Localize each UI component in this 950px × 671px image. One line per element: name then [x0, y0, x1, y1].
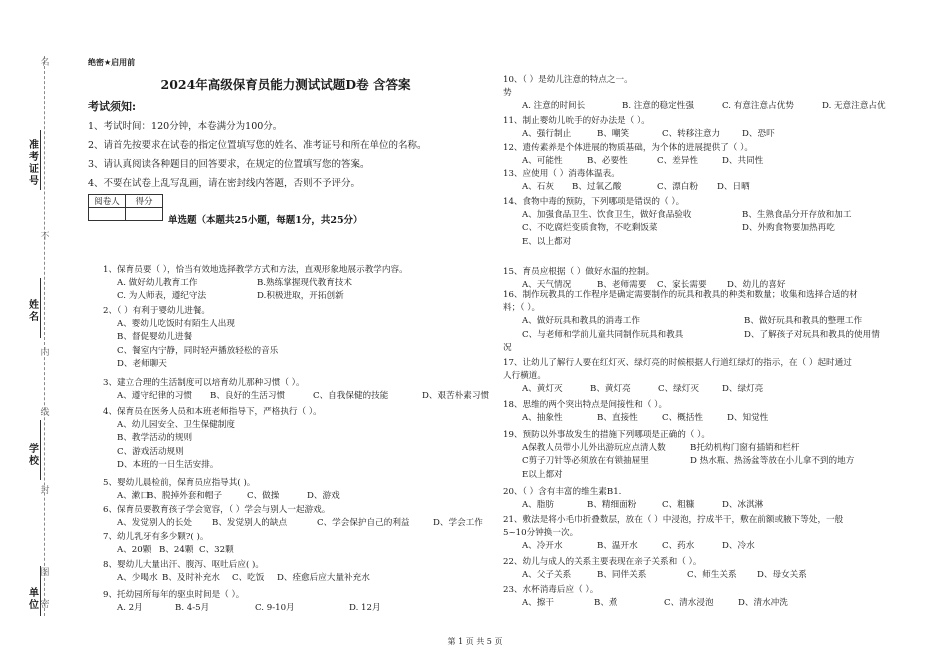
question-stem: 2、（ ）有利于婴幼儿进餐。: [103, 306, 211, 316]
seal-mark: 内: [40, 348, 50, 358]
seal-mark: 封: [40, 486, 50, 496]
answer-option[interactable]: A、20颗: [117, 545, 152, 556]
answer-option[interactable]: C、餐室内宁静，同时轻声播放轻松的音乐: [117, 345, 279, 356]
answer-option[interactable]: C. 为人师表，遵纪守法: [117, 291, 207, 302]
answer-option[interactable]: B、生熟食品分开存放和加工: [742, 210, 852, 221]
name-field[interactable]: [40, 278, 41, 338]
seal-mark: 名: [40, 58, 50, 68]
question-stem: 13、应使用（ ）消毒体温表。: [503, 169, 620, 179]
question-stem: 17、让幼儿了解行人要在红灯灭、绿灯亮的时候根据人行道红绿灯的指示，在（ ）起时通过: [503, 358, 852, 368]
answer-option[interactable]: A. 做好幼儿教育工作: [117, 278, 198, 289]
answer-option[interactable]: D、学会工作: [433, 518, 483, 529]
answer-option[interactable]: B、做好玩具和教具的整理工作: [744, 316, 863, 327]
grader-header: 阅卷人: [89, 195, 126, 208]
answer-option[interactable]: A、幼儿园安全、卫生保健制度: [117, 420, 235, 431]
answer-option[interactable]: C、吃饭: [232, 573, 265, 584]
answer-option[interactable]: A、漱口: [117, 491, 149, 502]
answer-option[interactable]: A、强行制止: [522, 129, 572, 140]
question-stem-cont: 人行横道。: [503, 371, 546, 382]
answer-option[interactable]: C、做操: [247, 491, 280, 502]
secret-mark: 绝密★启用前: [88, 58, 136, 67]
answer-option[interactable]: C. 9-10月: [255, 603, 295, 614]
question-stem: 3、建立合理的生活制度可以培育幼儿那种习惯（ ）。: [103, 378, 305, 388]
seal-mark: 图: [40, 568, 50, 578]
question-stem: 10、（ ）是幼儿注意的特点之一。: [503, 75, 633, 85]
answer-option[interactable]: D、艰苦朴素习惯: [422, 391, 490, 402]
answer-option[interactable]: B. 4-5月: [175, 603, 210, 614]
answer-option[interactable]: D. 无意注意占优: [822, 101, 886, 112]
question-stem-cont: 势: [503, 88, 512, 99]
answer-option[interactable]: C、概括性: [662, 413, 703, 424]
question-stem: 11、制止婴幼儿吮手的好办法是（ ）。: [503, 116, 650, 126]
question-stem: 19、预防以外事故发生的措施下列哪项是正确的（ ）。: [503, 430, 711, 440]
answer-option[interactable]: B、24颗: [159, 545, 194, 556]
answer-option[interactable]: D、冷水: [722, 541, 755, 552]
answer-option[interactable]: C、32颗: [199, 545, 234, 556]
answer-option[interactable]: B、及时补充水: [162, 573, 220, 584]
question-stem: 20、（ ）含有丰富的维生素B1.: [503, 487, 622, 497]
school-field[interactable]: [40, 420, 41, 480]
answer-option[interactable]: A、少喝水: [117, 573, 158, 584]
answer-option[interactable]: A、可能性: [522, 156, 563, 167]
answer-option[interactable]: D、冰淇淋: [722, 500, 764, 511]
notice-heading: 考试须知:: [88, 100, 137, 113]
answer-option[interactable]: D、清水冲洗: [738, 598, 788, 609]
answer-option[interactable]: E、以上都对: [522, 236, 572, 247]
notice-item: 1、考试时间：120分钟，本卷满分为100分。: [88, 121, 283, 132]
answer-option[interactable]: B、嘲笑: [597, 129, 630, 140]
answer-option[interactable]: D.积极进取，开拓创新: [257, 291, 344, 302]
question-stem-cont: 料；（ ）。: [503, 303, 541, 314]
section-heading: 单选题（本题共25小题，每题1分，共25分）: [168, 215, 363, 226]
answer-option[interactable]: C、家长需要: [657, 280, 707, 291]
answer-option[interactable]: C、差异性: [657, 156, 698, 167]
answer-option[interactable]: C、清水浸泡: [664, 598, 714, 609]
answer-option[interactable]: C、漂白粉: [657, 182, 698, 193]
answer-option[interactable]: A、抽象性: [522, 413, 563, 424]
answer-option[interactable]: D、老师聊天: [117, 358, 167, 369]
answer-option[interactable]: C、粗糠: [662, 500, 695, 511]
answer-option[interactable]: D 热水瓶、热汤盆等放在小儿拿不到的地方: [690, 456, 855, 467]
answer-option[interactable]: B、同伴关系: [597, 570, 647, 581]
page-footer: 第 1 页 共 5 页: [447, 637, 503, 646]
answer-option[interactable]: D、日晒: [717, 182, 750, 193]
question-stem: 23、水杯消毒后应（ ）。: [503, 585, 599, 595]
answer-option[interactable]: A、天气情况: [522, 280, 572, 291]
answer-option[interactable]: D、游戏: [307, 491, 340, 502]
grader-cell[interactable]: [89, 208, 126, 221]
answer-option[interactable]: B、直接性: [597, 413, 638, 424]
notice-item: 4、不要在试卷上乱写乱画，请在密封线内答题，否则不予评分。: [88, 178, 361, 189]
school-label: 学 校: [29, 444, 39, 467]
answer-option[interactable]: C、与老师和学前儿童共同制作玩具和教具: [522, 329, 684, 340]
answer-option[interactable]: A保教人员带小儿外出游玩应点清人数: [522, 443, 666, 454]
seal-mark: 不: [40, 232, 50, 242]
answer-option[interactable]: B.熟练掌握现代教育技术: [257, 278, 352, 289]
seal-line: [44, 56, 45, 616]
answer-option[interactable]: A、婴幼儿吃饭时有陌生人出现: [117, 319, 235, 330]
answer-option[interactable]: A、做好玩具和教具的消毒工作: [522, 316, 640, 327]
answer-option[interactable]: A、擦干: [522, 598, 554, 609]
question-stem: 14、食物中毒的预防，下列哪项是错误的（ ）。: [503, 197, 685, 207]
answer-option[interactable]: C、师生关系: [687, 570, 737, 581]
answer-option[interactable]: B、精细面粉: [587, 500, 637, 511]
answer-option[interactable]: B、脱掉外套和帽子: [147, 491, 223, 502]
answer-option[interactable]: A、脂肪: [522, 500, 554, 511]
answer-option[interactable]: B、督促婴幼儿进餐: [117, 332, 193, 343]
answer-option[interactable]: C、游戏活动规则: [117, 446, 184, 457]
question-stem-cont: 5~10分钟换一次。: [503, 528, 579, 539]
name-label: 姓 名: [29, 300, 39, 323]
question-stem: 5、婴幼儿晨检前，保育员应指导其( )。: [103, 478, 256, 488]
score-cell[interactable]: [126, 208, 163, 221]
answer-option[interactable]: D、绿灯亮: [722, 384, 764, 395]
answer-option[interactable]: B、必要性: [587, 156, 628, 167]
question-stem: 21、敷法是将小毛巾折叠数层，放在（ ）中浸泡，拧成半干，敷在前额或腋下等处，一般: [503, 515, 844, 525]
question-stem: 16、制作玩教具的工作程序是确定需要制作的玩具和教具的种类和数量；收集和选择合适的材: [503, 290, 858, 300]
score-header: 得分: [126, 195, 163, 208]
answer-option[interactable]: D、本班的一日生活安排。: [117, 459, 219, 470]
answer-option[interactable]: A. 注意的时间长: [522, 101, 586, 112]
answer-option[interactable]: A. 2月: [117, 603, 143, 614]
answer-option[interactable]: D、痊愈后应大量补充水: [277, 573, 370, 584]
binding-margin: [0, 0, 72, 671]
answer-option[interactable]: B、老师需要: [597, 280, 647, 291]
answer-option[interactable]: D. 12月: [349, 603, 381, 614]
answer-option[interactable]: B、黄灯亮: [590, 384, 631, 395]
answer-option[interactable]: C、自我保健的技能: [313, 391, 389, 402]
exam-id-label: 准 考 证 号: [29, 140, 39, 187]
answer-option[interactable]: B、温开水: [597, 541, 638, 552]
question-stem: 18、思维的两个突出特点是间接性和（ ）。: [503, 400, 668, 410]
answer-option[interactable]: B、发觉别人的缺点: [212, 518, 288, 529]
question-stem: 15、育员应根据（ ）做好水温的控制。: [503, 267, 655, 277]
answer-option[interactable]: C、转移注意力: [662, 129, 721, 140]
answer-option[interactable]: D、幼儿的喜好: [727, 280, 786, 291]
unit-label: 单 位: [29, 588, 39, 611]
exam-id-field[interactable]: [40, 130, 41, 190]
answer-option[interactable]: C. 有意注意占优势: [722, 101, 794, 112]
notice-item: 3、请认真阅读各种题目的回答要求，在规定的位置填写您的答案。: [88, 159, 370, 170]
notice-item: 2、请首先按要求在试卷的指定位置填写您的姓名、准考证号和所在单位的名称。: [88, 140, 427, 151]
answer-option[interactable]: C、不吃腐烂变质食物，不吃剩饭菜: [522, 223, 658, 234]
answer-option[interactable]: A、加强食品卫生、饮食卫生，做好食品验收: [522, 210, 692, 221]
seal-mark: 线: [40, 408, 50, 418]
question-stem: 6、保育员要教育孩子学会宽容，（ ）学会与别人一起游戏。: [103, 505, 331, 515]
answer-option[interactable]: E以上都对: [522, 469, 563, 480]
answer-option[interactable]: B、煮: [594, 598, 618, 609]
answer-option[interactable]: D、恐吓: [742, 129, 775, 140]
answer-option[interactable]: C、药水: [662, 541, 695, 552]
answer-option[interactable]: B、过氧乙酸: [572, 182, 622, 193]
answer-option[interactable]: A、父子关系: [522, 570, 572, 581]
answer-option[interactable]: A、石灰: [522, 182, 554, 193]
question-stem: 7、幼儿乳牙有多少颗?( )。: [103, 532, 209, 542]
answer-option[interactable]: D、了解孩子对玩具和教具的使用情: [744, 329, 880, 340]
question-stem: 8、婴幼儿大量出汗、腹泻、呕吐后应( )。: [103, 560, 264, 570]
answer-option[interactable]: A、发觉别人的长处: [117, 518, 192, 529]
answer-option[interactable]: B、良好的生活习惯: [210, 391, 286, 402]
answer-option[interactable]: D、共同性: [722, 156, 764, 167]
answer-option[interactable]: B、教学活动的规则: [117, 433, 193, 444]
question-stem: 12、遗传素养是个体进展的物质基础，为个体的进展提供了（ ）。: [503, 143, 753, 153]
answer-option[interactable]: C、学会保护自己的利益: [317, 518, 410, 529]
answer-option[interactable]: D、知觉性: [727, 413, 769, 424]
answer-option[interactable]: A、冷开水: [522, 541, 563, 552]
answer-option[interactable]: D、外购食物要加热再吃: [742, 223, 835, 234]
question-stem: 9、托幼园所每年的驱虫时间是（ ）。: [103, 590, 245, 600]
answer-option[interactable]: C剪子刀针等必须放在有锁抽屉里: [522, 456, 649, 467]
answer-option[interactable]: B. 注意的稳定性强: [622, 101, 694, 112]
option-cont: 况: [503, 342, 512, 353]
answer-option[interactable]: C、绿灯灭: [658, 384, 699, 395]
question-stem: 4、保育员在医务人员和本班老师指导下，严格执行（ ）。: [103, 407, 322, 417]
answer-option[interactable]: A、黄灯灭: [522, 384, 563, 395]
answer-option[interactable]: B托幼机构门窗有插销和栏杆: [690, 443, 800, 454]
seal-mark: 密: [40, 600, 50, 610]
answer-option[interactable]: A、遵守纪律的习惯: [117, 391, 192, 402]
score-table: [88, 194, 163, 221]
page-title: 2024年高级保育员能力测试试题D卷 含答案: [160, 77, 411, 92]
answer-option[interactable]: D、母女关系: [757, 570, 807, 581]
question-stem: 22、幼儿与成人的关系主要表现在亲子关系和（ ）。: [503, 557, 702, 567]
question-stem: 1、保育员要（ ），恰当有效地选择教学方式和方法，直观形象地展示教学内容。: [103, 265, 408, 275]
